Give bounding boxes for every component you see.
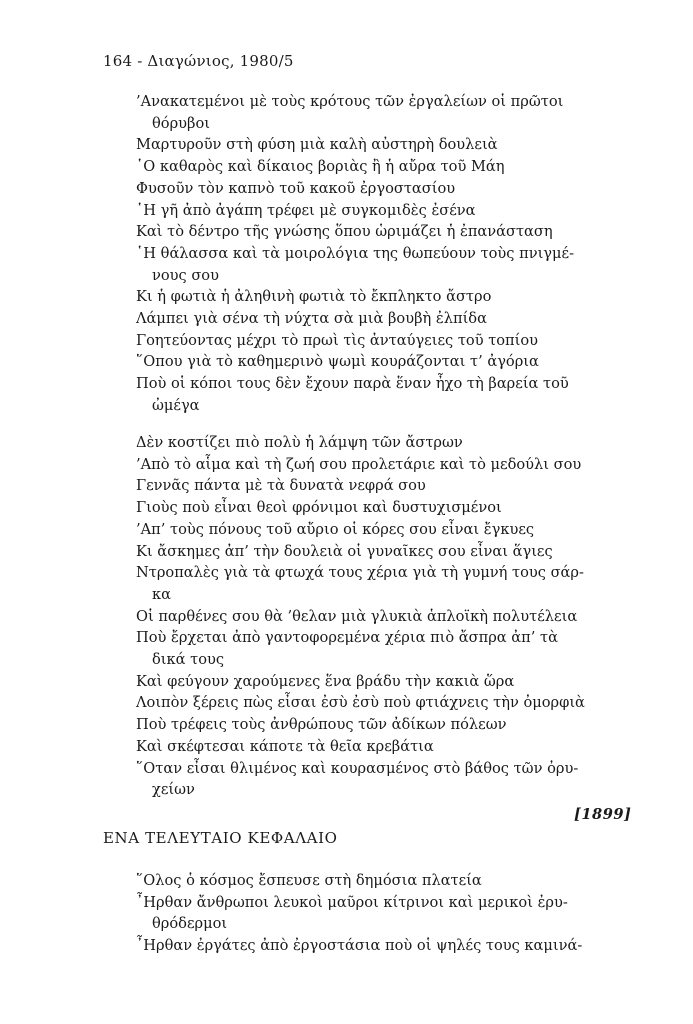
verse-line: Γοητεύοντας μέχρι τὸ πρωὶ τὶς ἀνταύγειες τοῦ τοπίου bbox=[136, 331, 539, 349]
verse-line: Λάμπει γιὰ σένα τὴ νύχτα σὰ μιὰ βουβὴ ἐλπίδα bbox=[136, 310, 487, 328]
verse-line: ῞Οπου γιὰ τὸ καθημερινὸ ψωμὶ κουράζονται τ’ ἀγόρια bbox=[136, 353, 539, 371]
verse-line: Κι ἄσκημες ἀπ’ τὴν δουλειὰ οἱ γυναῖκες σου εἶναι ἅγιες bbox=[136, 542, 553, 560]
verse-line: Φυσοῦν τὸν καπνὸ τοῦ κακοῦ ἐργοστασίου bbox=[136, 179, 456, 197]
verse-line: Καὶ σκέφτεσαι κάποτε τὰ θεῖα κρεβάτια bbox=[136, 737, 434, 755]
section-title: ΕΝΑ ΤΕΛΕΥΤΑΙΟ ΚΕΦΑΛΑΙΟ bbox=[103, 829, 338, 847]
verse-line: ῞Οταν εἶσαι θλιμένος καὶ κουρασμένος στὸ βάθος τῶν ὀρυ- bbox=[136, 759, 579, 777]
verse-line-continuation: θρόδερμοι bbox=[152, 915, 228, 933]
verse-line-continuation: δικά τους bbox=[152, 651, 225, 669]
verse-line: Καὶ τὸ δέντρο τῆς γνώσης ὅπου ὡριμάζει ἡ ἐπανάσταση bbox=[136, 223, 553, 241]
verse-line: Ποὺ οἱ κόποι τους δὲν ἔχουν παρὰ ἕναν ἦχο τὴ βαρεία τοῦ bbox=[136, 375, 569, 393]
verse-line: Ντροπαλὲς γιὰ τὰ φτωχά τους χέρια γιὰ τὴ γυμνή τους σάρ- bbox=[136, 564, 584, 582]
verse-line-continuation: κα bbox=[152, 585, 171, 603]
verse-line: Γιοὺς ποὺ εἶναι θεοὶ φρόνιμοι καὶ δυστυχισμένοι bbox=[136, 499, 502, 517]
page-header: 164 - Διαγώνιος, 1980/5 bbox=[103, 52, 294, 70]
verse-line: ῏Ηρθαν ἐργάτες ἀπὸ ἐργοστάσια ποὺ οἱ ψηλές τους καμινά- bbox=[136, 937, 583, 955]
verse-line: ῞Ολος ὁ κόσμος ἔσπευσε στὴ δημόσια πλατεία bbox=[136, 872, 482, 889]
poem-stanza-3 bbox=[136, 870, 666, 957]
poem-stanza-1 bbox=[136, 91, 666, 417]
verse-line: Κι ἡ φωτιὰ ἡ ἀληθινὴ φωτιὰ τὸ ἔκπληκτο ἄστρο bbox=[136, 288, 492, 306]
verse-line: Ποὺ ἔρχεται ἀπὸ γαντοφορεμένα χέρια πιὸ ἄσπρα ἀπ’ τὰ bbox=[136, 629, 558, 647]
verse-line: Καὶ φεύγουν χαρούμενες ἕνα βράδυ τὴν κακιὰ ὥρα bbox=[136, 672, 515, 690]
verse-line: Ποὺ τρέφεις τοὺς ἀνθρώπους τῶν ἀδίκων πόλεων bbox=[136, 716, 507, 734]
verse-line: Δὲν κοστίζει πιὸ πολὺ ἡ λάμψη τῶν ἄστρων bbox=[136, 434, 463, 451]
verse-line: ῾Η θάλασσα καὶ τὰ μοιρολόγια της θωπεύουν τοὺς πνιγμέ- bbox=[136, 244, 574, 262]
verse-line-continuation: ὠμέγα bbox=[152, 396, 200, 414]
verse-line: ῾Η γῆ ἀπὸ ἀγάπη τρέφει μὲ συγκομιδὲς ἐσένα bbox=[136, 201, 476, 219]
verse-line: Μαρτυροῦν στὴ φύση μιὰ καλὴ αὐστηρὴ δουλειὰ bbox=[136, 136, 498, 154]
verse-line-continuation: θόρυβοι bbox=[152, 114, 210, 132]
verse-line: ’Απ’ τοὺς πόνους τοῦ αὔριο οἱ κόρες σου εἶναι ἔγκυες bbox=[136, 520, 535, 538]
verse-line: ῾Ο καθαρὸς καὶ δίκαιος βοριὰς ἢ ἡ αὔρα τοῦ Μάη bbox=[136, 158, 505, 176]
verse-line: ’Απὸ τὸ αἷμα καὶ τὴ ζωή σου προλετάριε καὶ τὸ μεδούλι σου bbox=[136, 455, 582, 473]
verse-line: Οἱ παρθένες σου θὰ ’θελαν μιὰ γλυκιὰ ἁπλοϊκὴ πολυτέλεια bbox=[136, 607, 578, 625]
verse-line: ῏Ηρθαν ἄνθρωποι λευκοὶ μαῦροι κίτρινοι καὶ μερικοὶ ἐρυ- bbox=[136, 893, 568, 911]
poem-stanza-2 bbox=[136, 432, 666, 801]
poem-date: [1899] bbox=[574, 806, 632, 823]
verse-line: Λοιπὸν ξέρεις πὼς εἶσαι ἐσὺ ἐσὺ ποὺ φτιάχνεις τὴν ὀμορφιὰ bbox=[136, 694, 585, 712]
verse-line-continuation: νους σου bbox=[152, 266, 219, 284]
verse-line-continuation: χείων bbox=[152, 781, 195, 799]
verse-line: Γεννᾶς πάντα μὲ τὰ δυνατὰ νεφρά σου bbox=[136, 477, 426, 495]
verse-line: ’Ανακατεμένοι μὲ τοὺς κρότους τῶν ἐργαλείων οἱ πρῶτοι bbox=[136, 93, 564, 110]
